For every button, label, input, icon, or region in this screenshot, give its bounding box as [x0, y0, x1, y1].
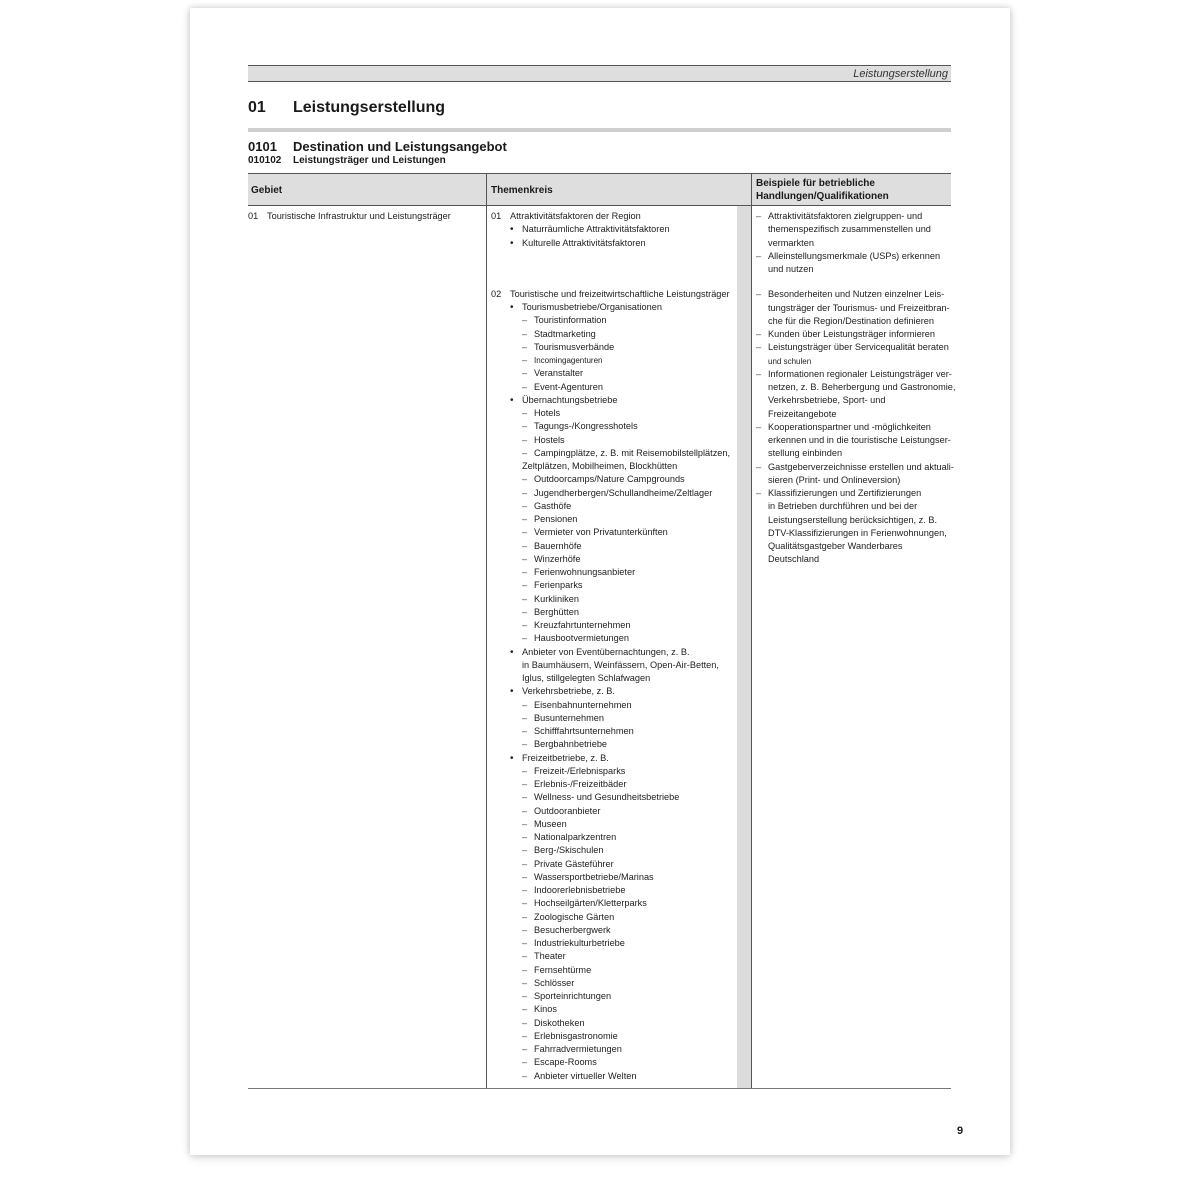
thema-number: 02	[491, 288, 502, 299]
header-gebiet: Gebiet	[251, 185, 283, 196]
thema-number: 01	[491, 211, 502, 221]
document-page	[190, 8, 1010, 1155]
dash-item: Zeltplätzen, Mobilheimen, Blockhütten	[522, 461, 678, 471]
thema-title: Attraktivitätsfaktoren der Region	[510, 211, 641, 221]
beispiel-item: – Gastgeberverzeichnisse erstellen und aktuali- sieren (Print- und Onlineversion)	[756, 461, 956, 488]
dash-item: – Tourismusverbände	[491, 341, 731, 354]
beispiel-item: – Leistungsträger über Servicequalität beraten und schulen	[756, 341, 956, 368]
dash-item: – Nationalparkzentren	[491, 831, 731, 844]
column-divider	[486, 173, 487, 1088]
dash-item: – Zoologische Gärten	[491, 911, 731, 924]
dash-item: – Gasthöfe	[491, 500, 731, 513]
beispiel-item: – Attraktivitätsfaktoren zielgruppen- und themenspezifisch zusammenstellen und vermarkten	[756, 210, 956, 250]
chapter-title: Leistungserstellung	[293, 99, 446, 116]
thema-heading	[491, 288, 731, 301]
dash-item: – Schifffahrtsunternehmen	[491, 725, 731, 738]
dash-item: – Outdoorcamps/Nature Campgrounds	[491, 473, 731, 486]
dash-item: – Besucherbergwerk	[491, 924, 731, 937]
dash-item: – Berghütten	[491, 606, 731, 619]
dash-item: – Erlebnis-/Freizeitbäder	[491, 778, 731, 791]
chapter-number: 01	[248, 99, 266, 116]
dash-item: – Eisenbahnunternehmen	[491, 699, 731, 712]
dash-item: – Private Gästeführer	[491, 858, 731, 871]
bullet-item: • Freizeitbetriebe, z. B.	[491, 752, 731, 765]
gebiet-number: 01	[248, 211, 259, 221]
subsection-title: Leistungsträger und Leistungen	[293, 155, 446, 166]
bullet-item: • Tourismusbetriebe/Organisationen	[491, 301, 731, 314]
table-header	[248, 173, 951, 206]
dash-item: – Hostels	[491, 434, 731, 447]
dash-item: – Bergbahnbetriebe	[491, 738, 731, 751]
section-number: 0101	[248, 139, 277, 154]
beispiel-item: – Informationen regionaler Leistungsträger ver- netzen, z. B. Beherbergung und Gastronomie, Verkehrsbetriebe, Sport- und Freizeitangebote	[756, 368, 956, 421]
beispiel-item: – Kooperationspartner und -möglichkeiten erkennen und in die touristische Leistungser- stellung einbinden	[756, 421, 956, 461]
bullet-item: • Anbieter von Eventübernachtungen, z. B. in Baumhäusern, Weinfässern, Open-Air-Betten, Iglus, stillgelegten Schlafwagen	[491, 646, 731, 686]
dash-item: – Vermieter von Privatunterkünften	[491, 526, 731, 539]
dash-item: – Ferienparks	[491, 579, 731, 592]
beispiel-item: – Kunden über Leistungsträger informieren	[756, 328, 956, 341]
chapter-heading	[248, 99, 445, 117]
gebiet-column	[248, 210, 478, 223]
dash-item: – Stadtmarketing	[491, 328, 731, 341]
beispiel-item: – Alleinstellungsmerkmale (USPs) erkennen und nutzen	[756, 250, 956, 277]
dash-item: – Campingplätze, z. B. mit Reisemobilstellplätzen,	[491, 447, 731, 460]
dash-item: – Museen	[491, 818, 731, 831]
dash-item: – Hochseilgärten/Kletterparks	[491, 897, 731, 910]
beispiele-column	[756, 210, 956, 567]
dash-item: – Incomingagenturen	[491, 354, 731, 367]
header-beispiele: Beispiele für betriebliche Handlungen/Qualifikationen	[756, 178, 889, 202]
beispiel-item: – Besonderheiten und Nutzen einzelner Leis- tungsträger der Tourismus- und Freizeitbran- che für die Region/Destination definieren	[756, 288, 956, 328]
dash-item: – Erlebnisgastronomie	[491, 1030, 731, 1043]
dash-item: – Ferienwohnungsanbieter	[491, 566, 731, 579]
dash-item: – Freizeit-/Erlebnisparks	[491, 765, 731, 778]
dash-item: – Diskotheken	[491, 1017, 731, 1030]
dash-item: – Pensionen	[491, 513, 731, 526]
dash-item: – Outdooranbieter	[491, 805, 731, 818]
dash-item: – Jugendherbergen/Schullandheime/Zeltlager	[491, 487, 731, 500]
bullet-item: • Kulturelle Attraktivitätsfaktoren	[491, 237, 731, 250]
table-body	[248, 206, 956, 1088]
beispiel-item: – Klassifizierungen und Zertifizierungen in Betrieben durchführen und bei der Leistungserstellung berücksichtigen, z. B. DTV-Klassifizierungen in Ferienwohnungen, Qualitätsgastgeber Wanderbares Deutschland	[756, 487, 956, 567]
dash-item: – Veranstalter	[491, 367, 731, 380]
thema-title: Touristische und freizeitwirtschaftliche Leistungsträger	[510, 288, 730, 299]
dash-item: – Theater	[491, 950, 731, 963]
section-heading	[248, 139, 507, 154]
dash-item: – Tagungs-/Kongresshotels	[491, 420, 731, 433]
dash-item: – Event-Agenturen	[491, 381, 731, 394]
column-shade-bar	[737, 206, 751, 1088]
chapter-rule	[248, 128, 951, 132]
bullet-item: • Naturräumliche Attraktivitätsfaktoren	[491, 223, 731, 236]
dash-item: – Industriekulturbetriebe	[491, 937, 731, 950]
themenkreis-column	[491, 210, 731, 1083]
dash-item: – Berg-/Skischulen	[491, 844, 731, 857]
gebiet-text: Touristische Infrastruktur und Leistungsträger	[267, 211, 451, 221]
dash-item: – Kurkliniken	[491, 593, 731, 606]
dash-item: – Kinos	[491, 1003, 731, 1016]
dash-item: – Hotels	[491, 407, 731, 420]
gebiet-entry	[248, 210, 478, 223]
dash-item: – Escape-Rooms	[491, 1056, 731, 1069]
dash-item: – Winzerhöfe	[491, 553, 731, 566]
dash-item: – Touristinformation	[491, 314, 731, 327]
header-themenkreis: Themenkreis	[491, 185, 553, 196]
page-number: 9	[957, 1125, 964, 1137]
subsection-heading	[248, 155, 446, 166]
dash-item: – Indoorerlebnisbetriebe	[491, 884, 731, 897]
dash-item: – Fahrradvermietungen	[491, 1043, 731, 1056]
thema-heading	[491, 210, 731, 223]
dash-item: – Bauernhöfe	[491, 540, 731, 553]
dash-item: – Anbieter virtueller Welten	[491, 1070, 731, 1083]
dash-item: – Wellness- und Gesundheitsbetriebe	[491, 791, 731, 804]
subsection-number: 010102	[248, 155, 282, 166]
dash-item: – Wassersportbetriebe/Marinas	[491, 871, 731, 884]
dash-item: – Kreuzfahrtunternehmen	[491, 619, 731, 632]
dash-item: – Schlösser	[491, 977, 731, 990]
bullet-item: • Übernachtungsbetriebe	[491, 394, 731, 407]
bullet-item: • Verkehrsbetriebe, z. B.	[491, 685, 731, 698]
running-head: Leistungserstellung	[248, 65, 951, 82]
dash-item: – Fernsehtürme	[491, 964, 731, 977]
column-divider	[751, 173, 752, 1088]
section-title: Destination und Leistungsangebot	[293, 139, 507, 154]
table-bottom-rule	[248, 1088, 951, 1089]
dash-item: – Sporteinrichtungen	[491, 990, 731, 1003]
dash-item: – Hausbootvermietungen	[491, 632, 731, 645]
dash-item: – Busunternehmen	[491, 712, 731, 725]
